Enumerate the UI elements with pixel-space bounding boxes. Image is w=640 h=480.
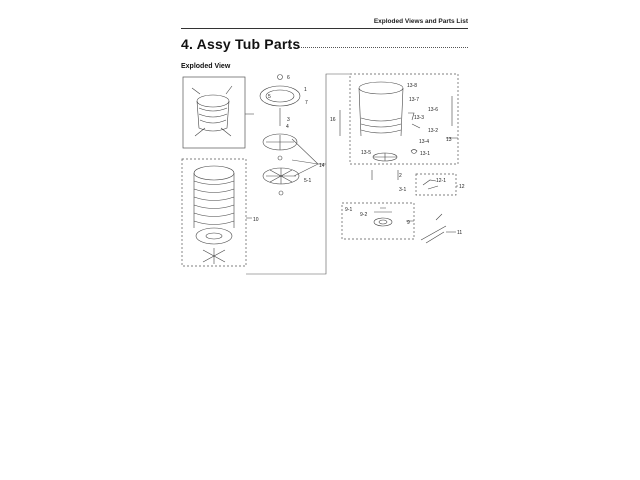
callout-13-7: 13-7	[409, 97, 420, 103]
callout-13: 13	[446, 137, 452, 143]
callout-16: 16	[330, 117, 336, 123]
callout-12: 12	[459, 184, 465, 190]
callout-13-8: 13-8	[407, 83, 418, 89]
callout-3: 3	[287, 117, 290, 123]
callout-10: 10	[253, 217, 259, 223]
callout-9-2: 9-2	[360, 212, 368, 218]
callout-2: 2	[399, 173, 402, 179]
callout-3-1: 3-1	[399, 187, 407, 193]
callout-7: 7	[305, 100, 308, 106]
callout-12-1: 12-1	[436, 178, 447, 184]
callout-13-2: 13-2	[428, 128, 439, 134]
callout-13-4: 13-4	[419, 139, 430, 145]
section-header: Exploded Views and Parts List	[373, 18, 468, 25]
small-parts-sketch	[374, 180, 446, 243]
callout-1: 1	[304, 87, 307, 93]
callout-13-5: 13-5	[361, 150, 372, 156]
callout-9: 9	[407, 220, 410, 226]
callout-6: 6	[287, 75, 290, 81]
callout-4: 4	[286, 124, 289, 130]
callout-9-1: 9-1	[345, 207, 353, 213]
inset-box	[183, 77, 245, 148]
callout-13-6: 13-6	[428, 107, 439, 113]
center-stack-sketch	[260, 75, 300, 196]
callout-5-1: 5-1	[304, 178, 312, 184]
callout-13-3: 13-3	[414, 115, 425, 121]
callout-13-1: 13-1	[420, 151, 431, 157]
inset-tub-sketch	[192, 86, 232, 136]
pulley-group-box	[342, 203, 414, 239]
callout-14: 14	[319, 163, 325, 169]
callout-11: 11	[457, 230, 463, 236]
callout-5: 5	[268, 94, 271, 100]
page-title: 4. Assy Tub Parts	[181, 36, 301, 52]
section-subtitle: Exploded View	[181, 63, 231, 70]
drum-sketch	[194, 166, 234, 264]
